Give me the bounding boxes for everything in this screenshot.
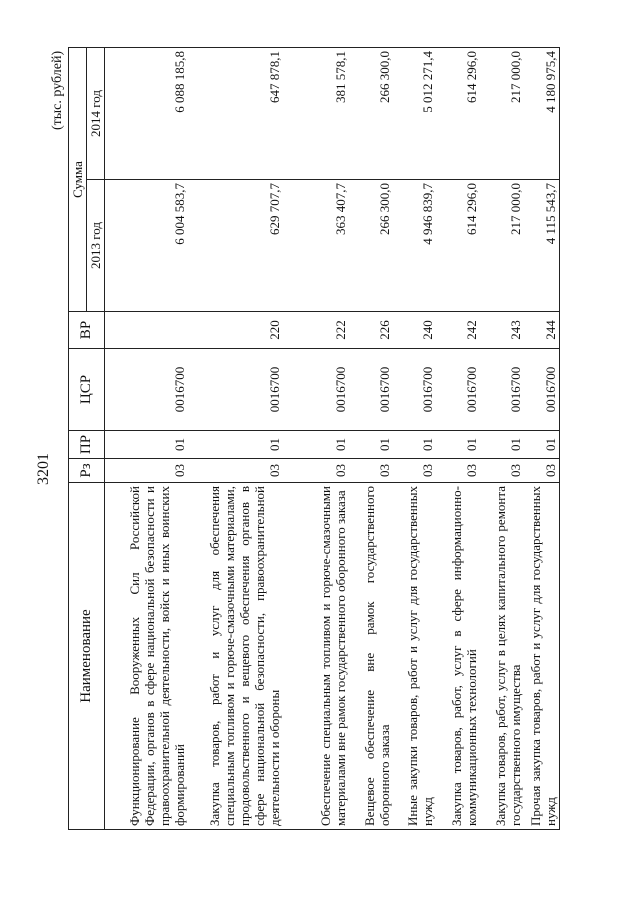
row-csr: 0016700 — [349, 349, 393, 431]
row-amount-2014: 266 300,0 — [349, 48, 393, 180]
header-2013: 2013 год — [87, 180, 105, 312]
table-row — [480, 48, 524, 830]
row-rz: 03 — [480, 459, 524, 483]
row-rz: 03 — [188, 459, 283, 483]
table-row — [393, 48, 436, 830]
header-pr: ПР — [69, 431, 105, 459]
table-row — [283, 48, 349, 830]
row-vr: 222 — [283, 312, 349, 349]
table-row — [436, 48, 480, 830]
header-rz: Рз — [69, 459, 105, 483]
row-rz: 03 — [393, 459, 436, 483]
row-amount-2014: 217 000,0 — [480, 48, 524, 180]
table-header — [69, 48, 105, 830]
row-rz: 03 — [105, 459, 188, 483]
row-amount-2014: 614 296,0 — [436, 48, 480, 180]
row-pr: 01 — [393, 431, 436, 459]
row-rz: 03 — [349, 459, 393, 483]
row-name: Вещевое обеспечение вне рамок государственного оборонного заказа — [349, 483, 393, 830]
page-number: 3201 — [35, 453, 52, 485]
row-amount-2013: 266 300,0 — [349, 180, 393, 312]
row-csr: 0016700 — [283, 349, 349, 431]
row-pr: 01 — [524, 431, 560, 459]
row-name: Функционирование Вооруженных Сил Российской Федерации, органов в сфере национальной безопасности и правоохранительной деятельности, войск и иных воинских формирований — [105, 483, 188, 830]
row-amount-2013: 614 296,0 — [436, 180, 480, 312]
row-vr: 240 — [393, 312, 436, 349]
row-csr: 0016700 — [393, 349, 436, 431]
row-amount-2013: 6 004 583,7 — [105, 180, 188, 312]
header-vr: ВР — [69, 312, 105, 349]
row-pr: 01 — [105, 431, 188, 459]
row-rz: 03 — [283, 459, 349, 483]
row-rz: 03 — [524, 459, 560, 483]
row-rz: 03 — [436, 459, 480, 483]
row-amount-2013: 629 707,7 — [188, 180, 283, 312]
header-csr: ЦСР — [69, 349, 105, 431]
table-body — [105, 48, 560, 830]
row-name: Закупка товаров, работ, услуг в сфере информационно-коммуникационных технологий — [436, 483, 480, 830]
row-csr: 0016700 — [524, 349, 560, 431]
header-sum: Сумма — [69, 48, 87, 312]
row-name: Закупка товаров, работ, услуг в целях капитального ремонта государственного имущества — [480, 483, 524, 830]
row-vr: 243 — [480, 312, 524, 349]
row-vr: 244 — [524, 312, 560, 349]
table-row — [105, 48, 188, 830]
row-amount-2013: 363 407,7 — [283, 180, 349, 312]
header-2014: 2014 год — [87, 48, 105, 180]
units-note: (тыс. рублей) — [50, 50, 65, 130]
row-csr: 0016700 — [188, 349, 283, 431]
row-amount-2014: 647 878,1 — [188, 48, 283, 180]
row-amount-2014: 5 012 271,4 — [393, 48, 436, 180]
row-name: Обеспечение специальным топливом и горюче-смазочными материалами вне рамок государственного оборонного заказа — [283, 483, 349, 830]
row-name: Иные закупки товаров, работ и услуг для государственных нужд — [393, 483, 436, 830]
row-name: Закупка товаров, работ и услуг для обеспечения специальным топливом и горюче-смазочными материалами, продовольственного и вещевого обеспечения органов в сфере национальной безопасности, правоохранительной деятельности и обороны — [188, 483, 283, 830]
row-csr: 0016700 — [436, 349, 480, 431]
row-csr: 0016700 — [105, 349, 188, 431]
row-amount-2014: 381 578,1 — [283, 48, 349, 180]
row-amount-2014: 6 088 185,8 — [105, 48, 188, 180]
row-pr: 01 — [283, 431, 349, 459]
row-pr: 01 — [436, 431, 480, 459]
row-vr: 226 — [349, 312, 393, 349]
row-amount-2013: 217 000,0 — [480, 180, 524, 312]
row-pr: 01 — [349, 431, 393, 459]
header-name: Наименование — [69, 483, 105, 830]
table-row — [349, 48, 393, 830]
table-row — [524, 48, 560, 830]
table-row — [188, 48, 283, 830]
budget-table — [68, 47, 560, 830]
row-pr: 01 — [188, 431, 283, 459]
row-vr: 242 — [436, 312, 480, 349]
row-vr: 220 — [188, 312, 283, 349]
row-pr: 01 — [480, 431, 524, 459]
row-csr: 0016700 — [480, 349, 524, 431]
row-amount-2013: 4 115 543,7 — [524, 180, 560, 312]
row-amount-2013: 4 946 839,7 — [393, 180, 436, 312]
row-name: Прочая закупка товаров, работ и услуг для государственных нужд — [524, 483, 560, 830]
row-amount-2014: 4 180 975,4 — [524, 48, 560, 180]
row-vr — [105, 312, 188, 349]
